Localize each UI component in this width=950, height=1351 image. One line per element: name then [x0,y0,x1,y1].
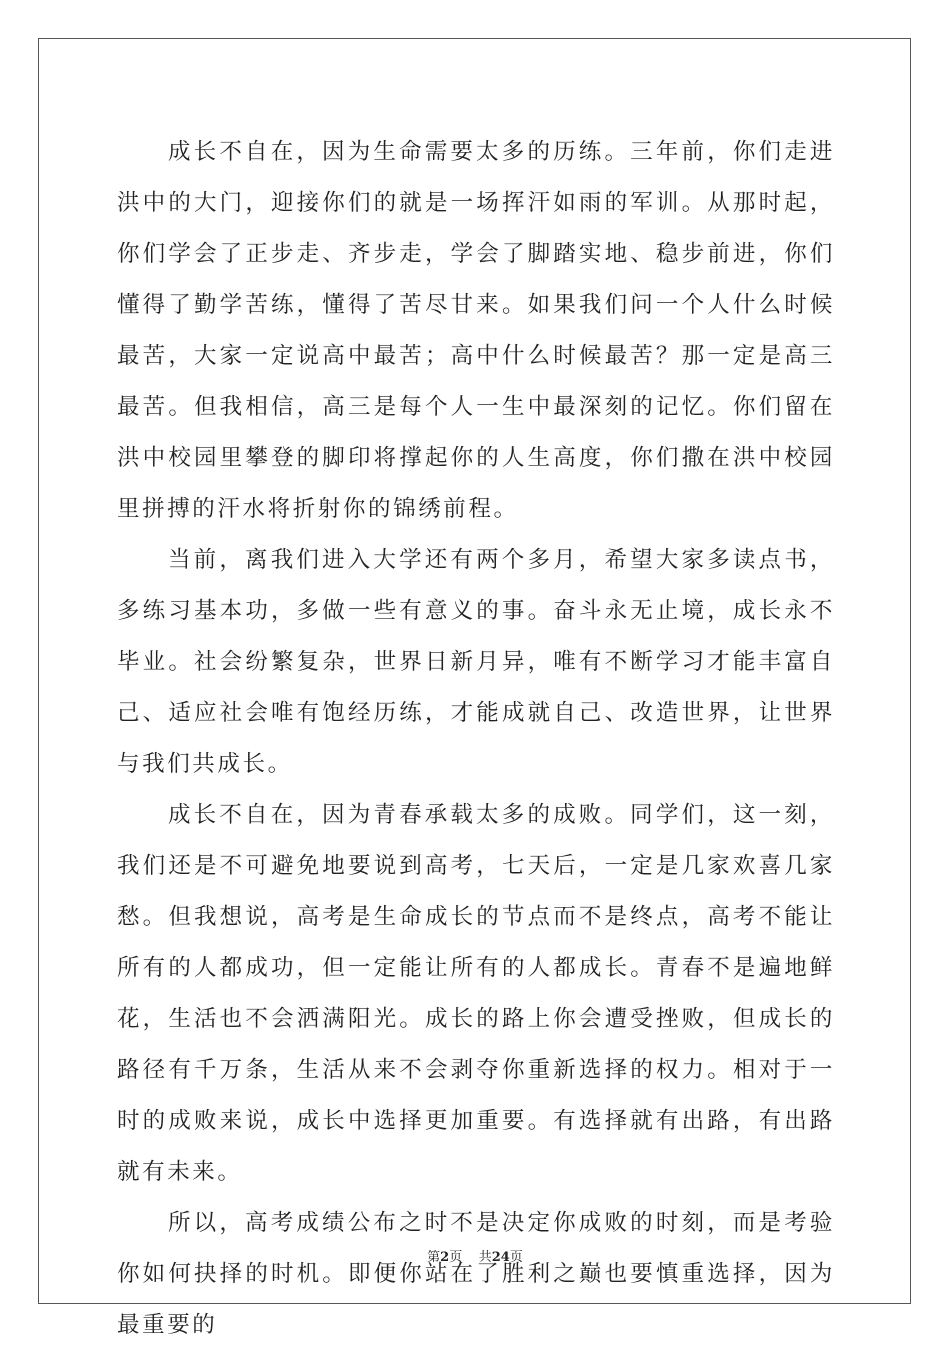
document-body [117,127,835,1351]
paragraph-2: 当前，离我们进入大学还有两个多月，希望大家多读点书，多练习基本功，多做一些有意义的事。奋斗永无止境，成长永不毕业。社会纷繁复杂，世界日新月异，唯有不断学习才能丰富自己、适应社会唯有饱经历练，才能成就自己、改造世界，让世界与我们共成长。 [117,547,835,777]
page-suffix: 页 [449,1250,463,1265]
paragraph-3: 成长不自在，因为青春承载太多的成败。同学们，这一刻，我们还是不可避免地要说到高考，七天后，一定是几家欢喜几家愁。但我想说，高考是生命成长的节点而不是终点，高考不能让所有的人都成功，但一定能让所有的人都成长。青春不是遍地鲜花，生活也不会洒满阳光。成长的路上你会遭受挫败，但成长的路径有千万条，生活从来不会剥夺你重新选择的权力。相对于一时的成败来说，成长中选择更加重要。有选择就有出路，有出路就有未来。 [117,802,835,1185]
page-footer [0,1246,950,1265]
total-prefix: 共 [478,1250,492,1265]
page-prefix: 第 [427,1250,441,1265]
page-number: 2 [440,1250,450,1265]
paragraph-1: 成长不自在，因为生命需要太多的历练。三年前，你们走进洪中的大门，迎接你们的就是一场挥汗如雨的军训。从那时起，你们学会了正步走、齐步走，学会了脚踏实地、稳步前进，你们懂得了勤学苦练，懂得了苦尽甘来。如果我们问一个人什么时候最苦，大家一定说高中最苦；高中什么时候最苦？那一定是高三最苦。但我相信，高三是每个人一生中最深刻的记忆。你们留在洪中校园里攀登的脚印将撑起你的人生高度，你们撒在洪中校园里拼搏的汗水将折射你的锦绣前程。 [117,139,835,522]
total-suffix: 页 [509,1250,523,1265]
paragraph-4: 所以，高考成绩公布之时不是决定你成败的时刻，而是考验你如何抉择的时机。即便你站在了胜利之巅也要慎重选择，因为最重要的 [117,1210,835,1338]
total-pages: 24 [491,1250,510,1265]
